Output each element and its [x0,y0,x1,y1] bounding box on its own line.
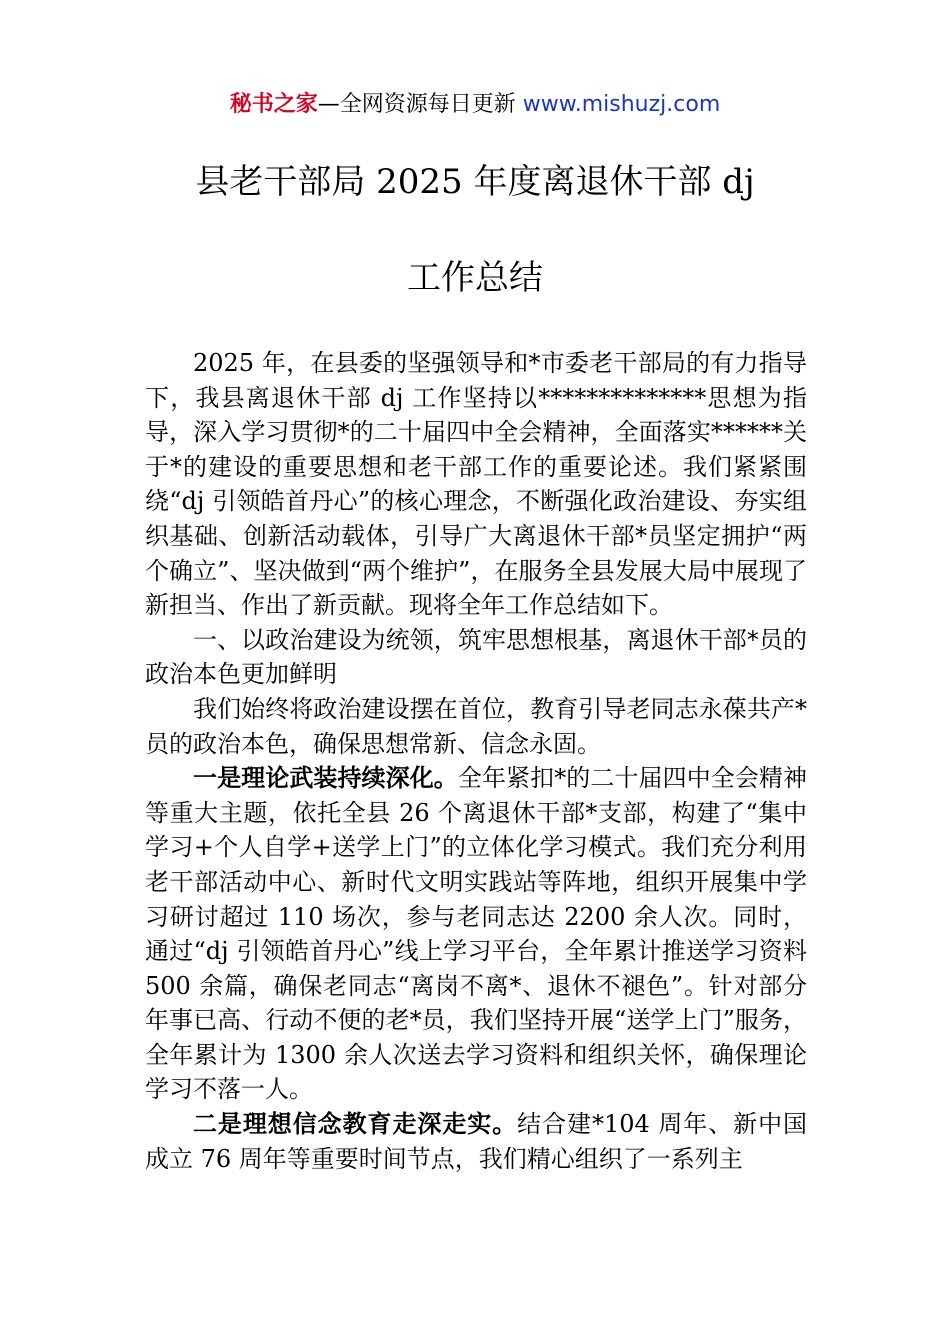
document-title-line-1: 县老干部局 2025 年度离退休干部 dj [195,162,755,202]
document-title-line-2: 工作总结 [407,258,543,298]
document-body [145,346,807,1176]
site-url-link[interactable]: www.mishuzj.com [522,92,721,117]
section-intro-paragraph: 我们始终将政治建设摆在首位，教育引导老同志永葆共产*员的政治本色，确保思想常新、信念永固。 [145,694,807,758]
point-paragraph-1 [145,761,807,1107]
point-paragraph-2 [145,1107,807,1176]
point-lead-2: 二是理想信念教育走深走实。 [193,1110,518,1139]
section-heading-1: 一、以政治建设为统领，筑牢思想根基，离退休干部*员的政治本色更加鲜明 [145,625,807,689]
point-text-2: 结合建*104 周年、新中国成立 76 周年等重要时间节点，我们精心组织了一系列主 [145,1110,808,1173]
point-lead-1: 一是理论武装持续深化。 [193,764,458,793]
intro-paragraph: 2025 年，在县委的坚强领导和*市委老干部局的有力指导下，我县离退休干部 dj 工作坚持以**************思想为指导，深入学习贯彻*的二十届四中全会精神，全面落实******关于*的建设的重要思想和老干部工作的重要论述。我们紧紧围绕“dj 引领皓首丹心”的核心理念，不断强化政治建设、夯实组织基础、创新活动载体，引导广大离退休干部*员坚定拥护“两个确立”、坚决做到“两个维护”，在服务全县发展大局中展现了新担当、作出了新贡献。现将全年工作总结如下。 [145,349,807,620]
site-tagline: —全网资源每日更新 [317,92,516,117]
site-header [0,88,950,122]
site-brand: 秘书之家 [229,92,318,117]
point-text-1: 全年紧扣*的二十届四中全会精神等重大主题，依托全县 26 个离退休干部*支部，构建了“集中学习+个人自学+送学上门”的立体化学习模式。我们充分利用老干部活动中心、新时代文明实践站等阵地，组织开展集中学习研讨超过 110 场次，参与老同志达 2200 余人次。同时，通过“dj 引领皓首丹心”线上学习平台，全年累计推送学习资料 500 余篇，确保老同志“离岗不离*、退休不褪色”。针对部分年事已高、行动不便的老*员，我们坚持开展“送学上门”服务，全年累计为 1300 余人次送去学习资料和组织关怀，确保理论学习不落一人。 [145,764,808,1104]
